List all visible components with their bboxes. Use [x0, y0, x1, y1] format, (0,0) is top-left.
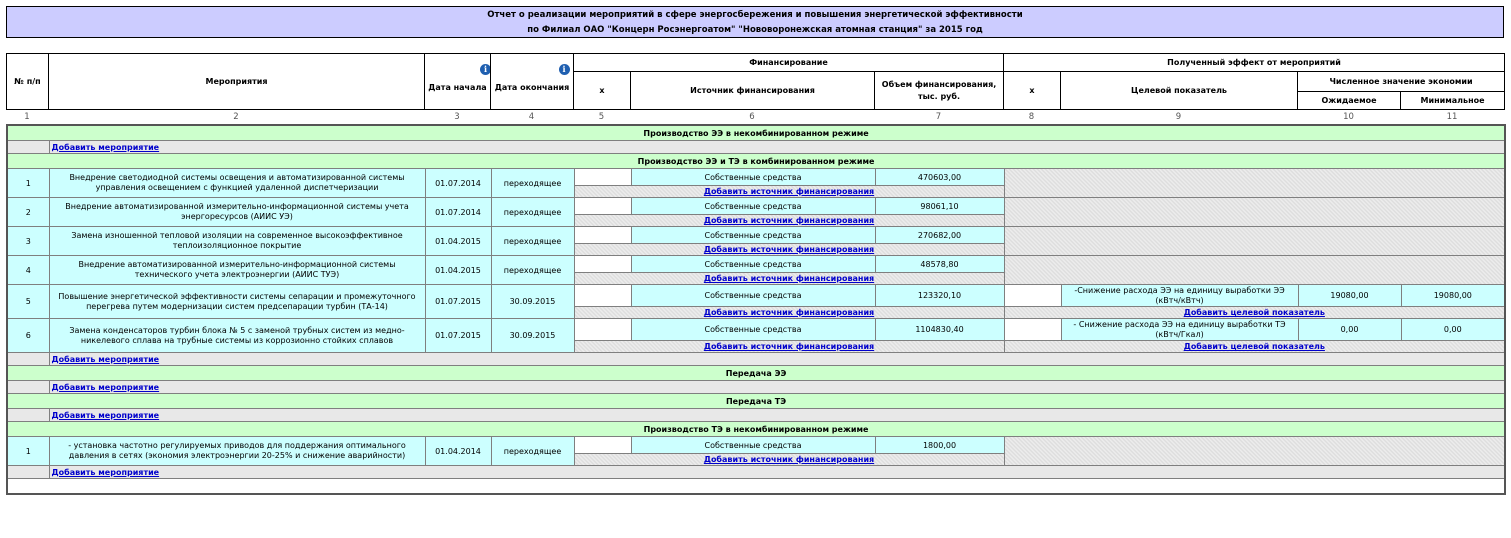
- volume-cell: 1104830,40: [875, 319, 1004, 341]
- source-cell: Собственные средства: [631, 227, 875, 244]
- volume-cell: 1800,00: [875, 437, 1004, 454]
- source-cell: Собственные средства: [631, 256, 875, 273]
- x-cell[interactable]: [574, 285, 631, 307]
- col-header-x2: x: [1004, 72, 1061, 110]
- event-name: Внедрение светодиодной системы освещения и автоматизированной системы управления освещением с функцией удаленной диспетчеризации: [49, 169, 425, 198]
- report-title-line2: по Филиал ОАО "Концерн Росэнергоатом" "Нововоронежская атомная станция" за 2015 год: [527, 25, 983, 35]
- report-body: [6, 124, 1506, 495]
- minimal-cell: 19080,00: [1401, 285, 1505, 307]
- col-number: 3: [454, 112, 460, 122]
- event-name: Замена изношенной тепловой изоляции на современное высокоэффективное теплоизоляционное покрытие: [49, 227, 425, 256]
- col-header-start: i Дата начала: [425, 54, 491, 110]
- end-date: 30.09.2015: [491, 319, 574, 353]
- col-number: 2: [233, 112, 239, 122]
- target-cell: -Снижение расхода ЭЭ на единицу выработки ЭЭ (кВтч/кВтч): [1061, 285, 1298, 307]
- col-number: 6: [749, 112, 755, 122]
- x-cell[interactable]: [574, 227, 631, 244]
- volume-cell: 123320,10: [875, 285, 1004, 307]
- end-date: переходящее: [491, 169, 574, 198]
- start-date: 01.04.2014: [425, 437, 491, 466]
- col-header-savings: Численное значение экономии: [1298, 72, 1505, 92]
- effect-empty: [1004, 256, 1505, 285]
- volume-cell: 270682,00: [875, 227, 1004, 244]
- col-number: 5: [598, 112, 605, 122]
- info-icon[interactable]: i: [480, 64, 491, 75]
- volume-cell: 98061,10: [875, 198, 1004, 215]
- x-cell[interactable]: [574, 198, 631, 215]
- start-date: 01.07.2015: [425, 319, 491, 353]
- col-number: 10: [1343, 112, 1354, 122]
- source-cell: Собственные средства: [631, 169, 875, 186]
- effect-empty: [1004, 227, 1505, 256]
- minimal-cell: 0,00: [1401, 319, 1505, 341]
- start-date: 01.07.2015: [425, 285, 491, 319]
- add-target-link[interactable]: Добавить целевой показатель: [1183, 342, 1325, 351]
- source-cell: Собственные средства: [631, 319, 875, 341]
- event-name: - установка частотно регулируемых приводов для поддержания оптимального давления в сетях (экономия электроэнергии 20-25% и снижение аварийности): [49, 437, 425, 466]
- col-header-effect: Полученный эффект от мероприятий: [1004, 54, 1505, 72]
- column-numbers: [6, 111, 1504, 123]
- row-number: 1: [7, 169, 49, 198]
- col-number: 1: [24, 112, 30, 122]
- col-number: 8: [1028, 112, 1035, 122]
- section-title: Производство ЭЭ в некомбинированном режиме: [7, 125, 1505, 141]
- start-date: 01.04.2015: [425, 227, 491, 256]
- add-event-link[interactable]: Добавить мероприятие: [51, 354, 160, 364]
- add-source-link[interactable]: Добавить источник финансирования: [703, 308, 875, 317]
- start-date: 01.04.2015: [425, 256, 491, 285]
- col-header-num: № п/п: [7, 54, 49, 110]
- expected-cell: 0,00: [1298, 319, 1401, 341]
- source-cell: Собственные средства: [631, 285, 875, 307]
- end-date: переходящее: [491, 227, 574, 256]
- volume-cell: 48578,80: [875, 256, 1004, 273]
- row-number: 1: [7, 437, 49, 466]
- col-header-volume: Объем финансирования, тыс. руб.: [875, 72, 1004, 110]
- col-header-events: Мероприятия: [49, 54, 425, 110]
- empty-footer-row: [7, 479, 1505, 495]
- col-header-x1: x: [574, 72, 631, 110]
- col-number: 11: [1446, 112, 1458, 122]
- end-date: 30.09.2015: [491, 285, 574, 319]
- section-title: Производство ЭЭ и ТЭ в комбинированном режиме: [7, 154, 1505, 169]
- info-icon[interactable]: i: [559, 64, 570, 75]
- event-name: Замена конденсаторов турбин блока № 5 с заменой трубных систем из медно-никелевого сплава на трубные системы из коррозионно стойких сплавов: [49, 319, 425, 353]
- add-target-link[interactable]: Добавить целевой показатель: [1183, 308, 1325, 317]
- event-name: Внедрение автоматизированной измерительно-информационной системы технического учета электроэнергии (АИИС ТУЭ): [49, 256, 425, 285]
- start-date: 01.07.2014: [425, 169, 491, 198]
- source-cell: Собственные средства: [631, 198, 875, 215]
- section-title: Передача ЭЭ: [7, 366, 1505, 381]
- x-cell[interactable]: [574, 319, 631, 341]
- x-cell[interactable]: [574, 256, 631, 273]
- expected-cell: 19080,00: [1298, 285, 1401, 307]
- target-cell: - Снижение расхода ЭЭ на единицу выработки ТЭ (кВтч/Гкал): [1061, 319, 1298, 341]
- add-event-link[interactable]: Добавить мероприятие: [51, 382, 160, 392]
- col-header-financing: Финансирование: [574, 54, 1004, 72]
- add-source-link[interactable]: Добавить источник финансирования: [703, 187, 875, 196]
- col-number: 4: [528, 112, 535, 122]
- add-event-link[interactable]: Добавить мероприятие: [51, 467, 160, 477]
- add-source-link[interactable]: Добавить источник финансирования: [703, 216, 875, 225]
- add-source-link[interactable]: Добавить источник финансирования: [703, 342, 875, 351]
- add-source-link[interactable]: Добавить источник финансирования: [703, 455, 875, 464]
- x-cell[interactable]: [574, 437, 631, 454]
- col-header-minimal: Минимальное: [1401, 92, 1505, 110]
- report-title: [6, 6, 1504, 38]
- add-event-link[interactable]: Добавить мероприятие: [51, 410, 160, 420]
- x-cell[interactable]: [1004, 319, 1061, 341]
- add-source-link[interactable]: Добавить источник финансирования: [703, 274, 875, 283]
- add-source-link[interactable]: Добавить источник финансирования: [703, 245, 875, 254]
- effect-empty: [1004, 169, 1505, 198]
- end-date: переходящее: [491, 437, 574, 466]
- col-number: 9: [1175, 112, 1182, 122]
- end-date: переходящее: [491, 256, 574, 285]
- x-cell[interactable]: [1004, 285, 1061, 307]
- source-cell: Собственные средства: [631, 437, 875, 454]
- row-number: 3: [7, 227, 49, 256]
- report-title-line1: Отчет о реализации мероприятий в сфере энергосбережения и повышения энергетической эффективности: [487, 10, 1023, 20]
- section-title: Производство ТЭ в некомбинированном режиме: [7, 422, 1505, 437]
- event-name: Повышение энергетической эффективности системы сепарации и промежуточного перегрева путем модернизации систем предсепарации турбин (ТА-14): [49, 285, 425, 319]
- effect-empty: [1004, 437, 1505, 466]
- row-number: 2: [7, 198, 49, 227]
- row-number: 4: [7, 256, 49, 285]
- col-header-expected: Ожидаемое: [1298, 92, 1401, 110]
- row-number: 5: [7, 285, 49, 319]
- start-date: 01.07.2014: [425, 198, 491, 227]
- col-header-source: Источник финансирования: [631, 72, 875, 110]
- effect-empty: [1004, 198, 1505, 227]
- row-number: 6: [7, 319, 49, 353]
- section-title: Передача ТЭ: [7, 394, 1505, 409]
- col-header-target: Целевой показатель: [1061, 72, 1298, 110]
- col-number: 7: [935, 112, 942, 122]
- x-cell[interactable]: [574, 169, 631, 186]
- add-event-link[interactable]: Добавить мероприятие: [51, 142, 160, 152]
- volume-cell: 470603,00: [875, 169, 1004, 186]
- end-date: переходящее: [491, 198, 574, 227]
- header-table: [6, 53, 1505, 110]
- col-header-end: i Дата окончания: [491, 54, 574, 110]
- event-name: Внедрение автоматизированной измерительно-информационной системы учета энергоресурсов (АИИС УЭ): [49, 198, 425, 227]
